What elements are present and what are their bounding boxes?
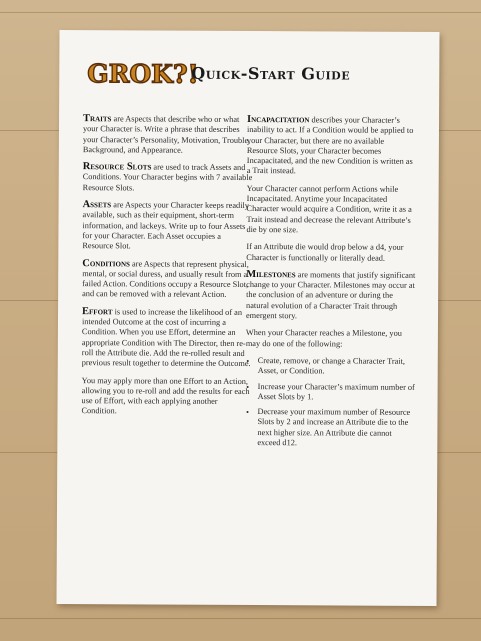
list-item: • Decrease your maximum number of Resource Slots by 2 and increase an Attribute die to the next higher size. An Attribute die cannot exceed d12.	[257, 407, 415, 449]
incapacitation-section: Incapacitation describes your Character’s inability to act. If a Condition would be applied to your Character, but there are no available Resource Slots, your Character becomes Incapacitated, and the new Condition is written as a Trait instead.	[246, 113, 414, 176]
grok-logo	[85, 56, 199, 91]
right-column	[245, 115, 417, 455]
wood-grain	[0, 12, 481, 13]
resource-slots-section: Resource Slots are used to track Assets and Conditions. Your Character begins with 7 available Resource Slots.	[82, 161, 253, 193]
logo-text: GROK?!	[87, 59, 199, 89]
list-item: • Create, remove, or change a Character Trait, Asset, or Condition.	[258, 356, 416, 377]
list-item: • Increase your Character’s maximum number of Asset Slots by 1.	[258, 382, 416, 403]
page-title: Quick-Start Guide	[191, 63, 351, 84]
wood-grain	[0, 618, 481, 619]
incapacitation-paragraph-2: Your Character cannot perform Actions while Incapacitated. Anytime your Incapacitated Character would acquire a Condition, write it as a Trait instead and decrease the relevant Attribute’s die by one size.	[246, 183, 412, 235]
conditions-section: Conditions are Aspects that represent physical, mental, or social duress, and usually result from a failed Action. Conditions occupy a Resource Slot, and can be removed with a relevant Action.	[82, 257, 249, 300]
left-column	[81, 114, 253, 425]
assets-section: Assets are Aspects your Character keeps readily available, such as their equipment, short-term information, and lackeys. Write up to four Assets for your Character. Each Asset occupies a Resource Slot.	[82, 199, 249, 251]
milestone-options	[245, 356, 415, 449]
milestones-paragraph-2: When your Character reaches a Milestone, you may do one of the following:	[245, 328, 402, 349]
effort-paragraph-2: You may apply more than one Effort to an Action, allowing you to re-roll and add the results for each use of Effort, with each applying another Condition.	[81, 375, 250, 416]
quick-start-card	[56, 30, 439, 606]
milestones-section: Milestones are moments that justify significant change to your Character. Milestones may occur at the conclusion of an adventure or during the natural evolution of a Character Trait through emergent story.	[245, 268, 416, 321]
incapacitation-paragraph-3: If an Attribute die would drop below a d4, your Character is functionally or literally dead.	[246, 242, 404, 263]
traits-section: Traits are Aspects that describe who or what your Character is. Write a phrase that describes your Character’s Personality, Motivation, Trouble, Background, and Appearance.	[82, 113, 251, 155]
effort-section: Effort is used to increase the likelihood of an intended Outcome at the cost of incurring a Condition. When you use Effort, determine an appropriate Condition with The Director, then re-roll the Attribute die. Add the re-rolled result and previous result together to determine the Outcome.	[81, 305, 251, 369]
